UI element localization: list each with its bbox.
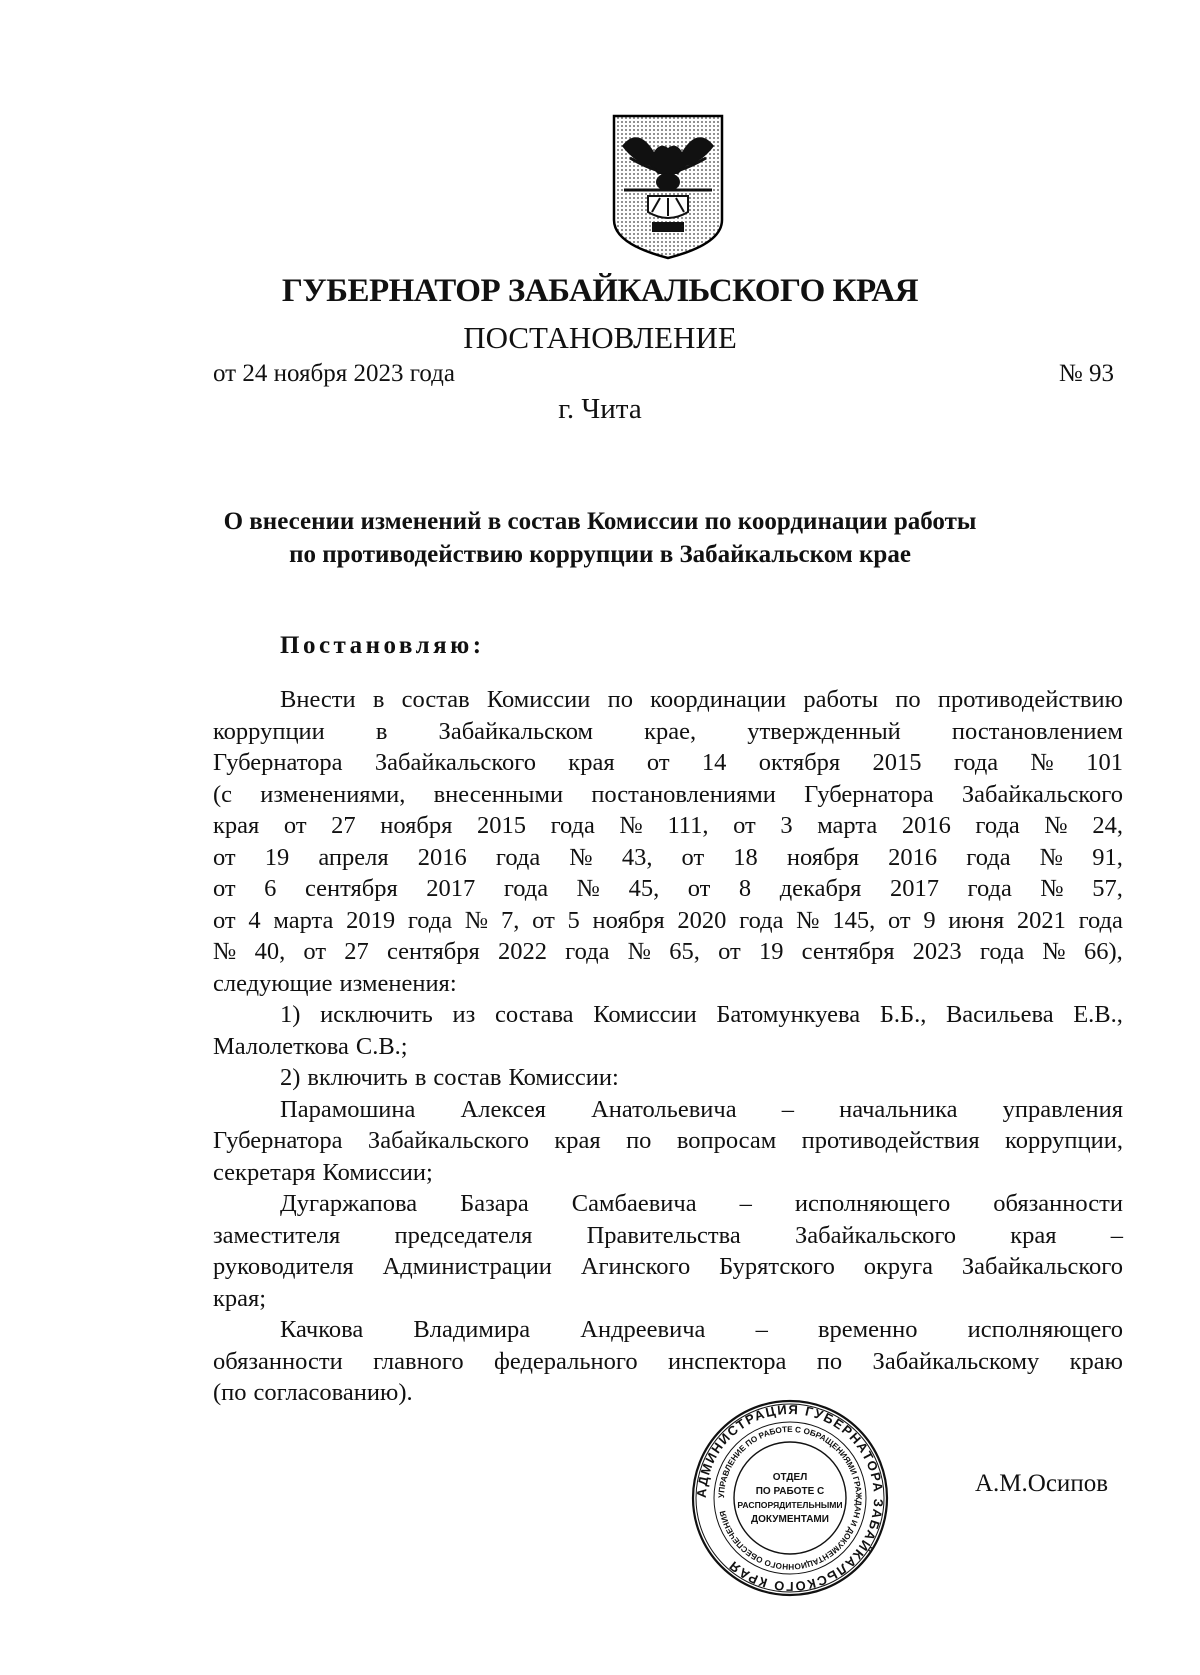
body-word: (по xyxy=(213,1379,247,1406)
body-word: 43, xyxy=(621,843,653,871)
body-word: от xyxy=(887,906,911,934)
body-word: Забайкальского xyxy=(794,1221,957,1249)
body-word: сентября xyxy=(386,938,480,965)
body-word: Комиссии; xyxy=(322,1158,433,1186)
body-word: по xyxy=(816,1347,843,1375)
body-word: 40, xyxy=(254,938,286,965)
body-word: 2) xyxy=(280,1064,301,1091)
body-word: от xyxy=(213,875,236,902)
body-word: Агинского xyxy=(580,1253,691,1280)
body-word: противодействию xyxy=(937,686,1123,713)
body-word: 45, xyxy=(628,875,660,902)
body-word: изменения: xyxy=(339,969,457,997)
body-word: 2017 xyxy=(426,875,476,902)
body-word: 145, xyxy=(832,906,876,934)
body-word: Внести xyxy=(280,686,356,713)
body-line xyxy=(213,747,1123,779)
body-word: от xyxy=(303,938,327,965)
body-word: Комиссии xyxy=(486,686,591,713)
body-word: – xyxy=(755,1316,768,1343)
body-word: секретаря xyxy=(213,1158,316,1186)
body-word: 57, xyxy=(1092,875,1123,902)
body-word: 2017 xyxy=(889,875,939,902)
body-word: Правительства xyxy=(586,1221,741,1249)
body-line xyxy=(213,968,1123,1000)
body-word: – xyxy=(781,1095,794,1123)
body-word: года xyxy=(407,906,453,934)
body-word: 2016 xyxy=(417,843,467,871)
body-word: временно xyxy=(817,1316,918,1343)
body-word: Губернатора xyxy=(213,1127,343,1154)
body-word: Малолеткова xyxy=(213,1032,349,1060)
body-word: 6 xyxy=(264,875,277,902)
body-word: 1) xyxy=(280,1001,301,1028)
body-word: от xyxy=(681,843,705,871)
svg-text:УПРАВЛЕНИЕ ПО РАБОТЕ С ОБРАЩЕН xyxy=(717,1425,863,1571)
body-word: Алексея xyxy=(460,1095,546,1123)
body-word: включить xyxy=(307,1064,408,1091)
body-word: года xyxy=(1078,906,1123,934)
body-word: 8 xyxy=(738,875,752,902)
body-word: года xyxy=(550,812,595,839)
body-word: Администрации xyxy=(382,1253,552,1280)
body-word: внесенными xyxy=(433,780,564,808)
body-word: крае, xyxy=(644,717,697,745)
body-word: исключить xyxy=(320,1001,433,1028)
authority-heading: ГУБЕРНАТОР ЗАБАЙКАЛЬСКОГО КРАЯ xyxy=(281,273,919,309)
body-word: № xyxy=(1039,843,1064,871)
body-word: постановлениями xyxy=(591,780,776,808)
body-word: председателя xyxy=(394,1221,533,1249)
body-word: 2020 xyxy=(677,906,727,934)
body-word: 27 xyxy=(331,812,356,839)
body-word: следующие xyxy=(213,969,333,997)
body-word: 5 xyxy=(567,906,580,934)
body-word: № xyxy=(576,875,601,902)
body-word: № xyxy=(464,906,489,934)
body-word: координации xyxy=(650,686,787,713)
body-line xyxy=(213,1188,1123,1220)
body-word: года xyxy=(495,843,541,871)
body-line xyxy=(213,1346,1123,1378)
body-word: 3 xyxy=(780,812,793,839)
body-word: 27 xyxy=(344,938,369,965)
body-word: коррупции xyxy=(213,717,325,745)
body-word: 66), xyxy=(1084,938,1123,965)
body-word: 7, xyxy=(501,906,520,934)
body-line xyxy=(213,1062,1123,1094)
body-word: 2015 xyxy=(476,812,526,839)
body-word: № xyxy=(796,906,820,934)
body-word: года xyxy=(979,938,1025,965)
stamp-center-line: РАСПОРЯДИТЕЛЬНЫМИ xyxy=(737,1500,843,1510)
body-word: от xyxy=(646,749,670,776)
body-word: 24, xyxy=(1092,812,1123,839)
body-line xyxy=(213,1031,1123,1063)
body-word: Е.В., xyxy=(1073,1001,1123,1028)
body-word: № xyxy=(213,938,237,965)
body-word: года xyxy=(953,749,999,776)
body-line xyxy=(213,716,1123,748)
body-word: противодействия xyxy=(801,1127,980,1154)
coat-of-arms-emblem xyxy=(608,112,728,262)
body-word: декабря xyxy=(779,875,862,902)
body-line xyxy=(213,842,1123,874)
body-line xyxy=(213,905,1123,937)
title-line: О внесении изменений в состав Комиссии по координации работы xyxy=(223,508,977,535)
body-word: № xyxy=(619,812,643,839)
body-word: 2015 xyxy=(872,749,922,776)
body-word: Забайкальского xyxy=(961,1253,1123,1280)
document-type-heading: ПОСТАНОВЛЕНИЕ xyxy=(463,320,737,355)
body-word: в xyxy=(414,1064,427,1091)
body-line xyxy=(213,779,1123,811)
body-line xyxy=(213,810,1123,842)
body-word: сентября xyxy=(304,875,398,902)
body-word: Базара xyxy=(460,1190,529,1217)
body-word: 2021 xyxy=(1016,906,1066,934)
body-word: 2019 xyxy=(346,906,396,934)
body-word: от xyxy=(532,906,555,934)
body-word: коррупции, xyxy=(1005,1127,1123,1154)
body-word: от xyxy=(213,906,236,934)
body-word: краю xyxy=(1069,1347,1123,1375)
body-word: Забайкальскому xyxy=(872,1347,1040,1375)
body-line xyxy=(213,1220,1123,1252)
body-word: сентября xyxy=(801,938,895,965)
body-word: Андреевича xyxy=(580,1316,706,1343)
document-date: от 24 ноября 2023 года xyxy=(213,360,455,387)
body-word: в xyxy=(372,686,385,713)
body-word: Самбаевича xyxy=(571,1190,697,1217)
body-word: утвержденный xyxy=(747,717,901,745)
body-word: 18 xyxy=(733,843,758,871)
body-word: исполняющего xyxy=(794,1190,951,1217)
body-word: обязанности xyxy=(993,1190,1123,1217)
body-word: Губернатора xyxy=(804,780,934,808)
body-word: 2022 xyxy=(497,938,547,965)
body-word: управления xyxy=(1002,1095,1123,1123)
body-word: Анатольевича xyxy=(591,1095,737,1123)
body-word: руководителя xyxy=(213,1253,354,1280)
body-word: края xyxy=(554,1127,601,1154)
body-word: – xyxy=(739,1190,752,1217)
body-word: марта xyxy=(817,812,878,839)
body-word: № xyxy=(627,938,652,965)
body-word: Васильева xyxy=(945,1001,1054,1028)
body-word: 19 xyxy=(758,938,784,965)
body-word: Комиссии: xyxy=(508,1064,619,1091)
body-line xyxy=(213,1283,1123,1315)
body-word: начальника xyxy=(839,1095,958,1123)
body-word: от xyxy=(687,875,711,902)
body-word: июня xyxy=(948,906,1005,934)
body-word: Забайкальском xyxy=(438,717,593,745)
body-word: года xyxy=(503,875,549,902)
body-word: федерального xyxy=(494,1347,638,1375)
body-word: года xyxy=(739,906,784,934)
document-city: г. Чита xyxy=(558,393,642,425)
body-word: Парамошина xyxy=(280,1095,416,1123)
body-word: Забайкальского xyxy=(374,749,536,776)
body-word: С.В.; xyxy=(355,1032,408,1060)
body-word: Забайкальского xyxy=(367,1127,530,1154)
body-word: состав xyxy=(401,686,470,713)
body-word: 4 xyxy=(248,906,261,934)
body-word: вопросам xyxy=(676,1127,777,1154)
body-word: Б.Б., xyxy=(879,1001,927,1028)
body-word: 9 xyxy=(923,906,936,934)
body-word: апреля xyxy=(318,843,389,871)
body-word: Забайкальского xyxy=(961,780,1123,808)
body-word: по xyxy=(895,686,921,713)
body-line xyxy=(213,1094,1123,1126)
body-word: согласованию). xyxy=(253,1379,413,1406)
body-word: 14 xyxy=(701,749,727,776)
body-line xyxy=(213,1314,1123,1346)
body-word: ноября xyxy=(592,906,665,934)
body-word: исполняющего xyxy=(967,1316,1123,1343)
body-word: 101 xyxy=(1086,749,1123,776)
body-word: № xyxy=(1030,749,1054,776)
body-word: от xyxy=(213,843,236,871)
body-line xyxy=(213,1251,1123,1283)
body-word: края xyxy=(1010,1221,1057,1249)
body-line xyxy=(213,1157,1123,1189)
body-word: в xyxy=(375,717,388,745)
body-line xyxy=(213,999,1123,1031)
body-word: № xyxy=(569,843,593,871)
body-word: края xyxy=(213,812,260,839)
body-word: изменениями, xyxy=(260,780,406,808)
body-word: 2016 xyxy=(901,812,951,839)
body-word: года xyxy=(565,938,610,965)
body-word: Качкова xyxy=(280,1316,364,1343)
stamp-center-line: ДОКУМЕНТАМИ xyxy=(751,1514,829,1525)
body-word: состав xyxy=(433,1064,502,1091)
body-word: Владимира xyxy=(413,1316,531,1343)
body-word: ноября xyxy=(380,812,453,839)
body-word: № xyxy=(1044,812,1068,839)
stamp-inner-text: УПРАВЛЕНИЕ ПО РАБОТЕ С ОБРАЩЕНИЯМИ ГРАЖДАН И ДОКУМЕНТАЦИОННОГО ОБЕСПЕЧЕНИЯ xyxy=(716,1424,864,1572)
official-stamp xyxy=(690,1398,890,1598)
body-word: инспектора xyxy=(667,1347,787,1375)
body-word: состава xyxy=(494,1001,574,1028)
body-word: № xyxy=(1040,875,1064,902)
body-word: Бурятского xyxy=(719,1253,835,1280)
document-number: № 93 xyxy=(1058,360,1114,387)
body-line xyxy=(213,936,1123,968)
signer-name: А.М.Осипов xyxy=(975,1470,1108,1497)
body-word: (с xyxy=(213,780,233,808)
body-word: постановлением xyxy=(951,717,1123,745)
body-word: года xyxy=(967,875,1012,902)
body-line xyxy=(213,873,1123,905)
body-word: 65, xyxy=(669,938,700,965)
body-word: обязанности xyxy=(213,1347,343,1375)
body-word: главного xyxy=(373,1347,464,1375)
body-word: края; xyxy=(213,1284,267,1312)
body-word: 2016 xyxy=(888,843,938,871)
decree-word: Постановляю: xyxy=(280,632,485,659)
body-line xyxy=(213,1377,1123,1409)
body-word: по xyxy=(607,686,633,713)
title-line: по противодействию коррупции в Забайкальском крае xyxy=(289,541,911,568)
body-word: – xyxy=(1110,1221,1123,1249)
stamp-outer-text: АДМИНИСТРАЦИЯ ГУБЕРНАТОРА ЗАБАЙКАЛЬСКОГО КРАЯ xyxy=(693,1401,887,1595)
body-word: 19 xyxy=(264,843,290,871)
body-word: марта xyxy=(273,906,334,934)
body-line xyxy=(213,1125,1123,1157)
body-word: ноября xyxy=(786,843,860,871)
body-word: Губернатора xyxy=(213,749,343,776)
body-word: от xyxy=(718,938,741,965)
body-word: края xyxy=(568,749,615,776)
body-line xyxy=(213,684,1123,716)
body-word: от xyxy=(283,812,307,839)
body-word: округа xyxy=(863,1253,934,1280)
body-word: от xyxy=(733,812,756,839)
stamp-center-line: ОТДЕЛ xyxy=(772,1472,808,1483)
body-word: октября xyxy=(758,749,841,776)
document-title xyxy=(120,505,1080,571)
body-word: из xyxy=(452,1001,476,1028)
body-word: работы xyxy=(803,686,879,713)
body-word: по xyxy=(626,1127,652,1154)
body-word: Батомункуева xyxy=(716,1001,861,1028)
body-word: 91, xyxy=(1092,843,1123,871)
document-body xyxy=(213,684,1123,1409)
body-word: 2023 xyxy=(912,938,962,965)
body-word: 111, xyxy=(667,812,709,839)
body-word: № xyxy=(1042,938,1066,965)
body-word: заместителя xyxy=(213,1221,341,1249)
body-word: Дугаржапова xyxy=(280,1190,418,1217)
body-word: года xyxy=(975,812,1020,839)
body-word: года xyxy=(966,843,1011,871)
body-word: Комиссии xyxy=(593,1001,697,1028)
stamp-center-line: ПО РАБОТЕ С xyxy=(755,1486,825,1497)
